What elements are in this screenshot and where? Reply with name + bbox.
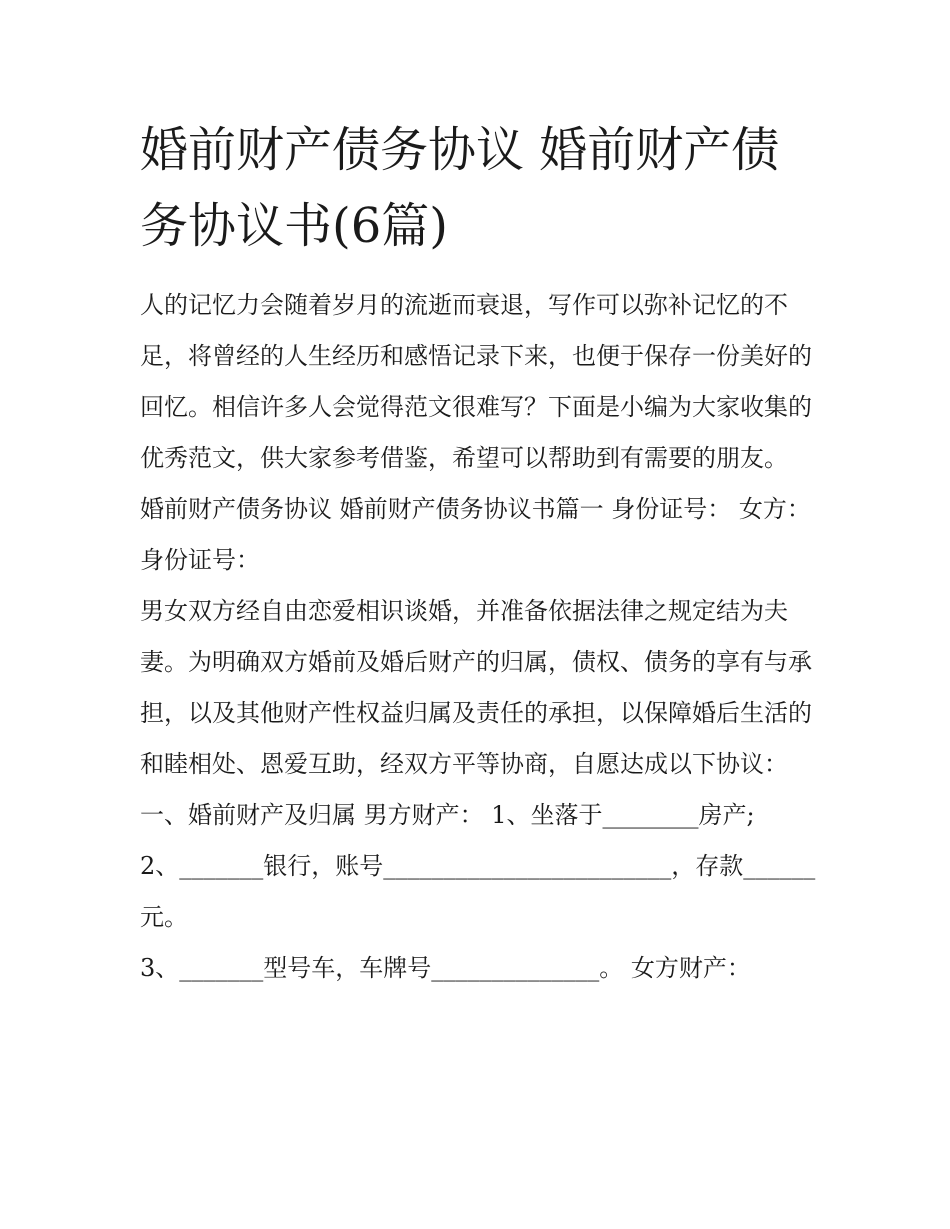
document-body — [140, 112, 820, 994]
clause-2-paragraph: 2、_______银行，账号________________________，存款______元。 — [140, 852, 816, 931]
intro-paragraph: 人的记忆力会随着岁月的流逝而衰退，写作可以弥补记忆的不足，将曾经的人生经历和感悟记录下来，也便于保存一份美好的回忆。相信许多人会觉得范文很难写？下面是小编为大家收集的优秀范文，供大家参考借鉴，希望可以帮助到有需要的朋友。 — [140, 291, 812, 472]
clause-1-paragraph: 一、婚前财产及归属 男方财产： 1、坐落于________房产; — [140, 801, 755, 829]
clause-3-paragraph: 3、_______型号车，车牌号______________。 女方财产： — [140, 954, 751, 982]
document-title: 婚前财产债务协议 婚前财产债务协议书(6篇) — [140, 122, 780, 254]
agreement-preamble-paragraph: 男女双方经自由恋爱相识谈婚，并准备依据法律之规定结为夫妻。为明确双方婚前及婚后财产的归属，债权、债务的享有与承担，以及其他财产性权益归属及责任的承担，以保障婚后生活的和睦相处、恩爱互助，经双方平等协商，自愿达成以下协议： — [140, 597, 812, 778]
section-heading-paragraph: 婚前财产债务协议 婚前财产债务协议书篇一 身份证号： 女方： 身份证号： — [140, 495, 811, 574]
